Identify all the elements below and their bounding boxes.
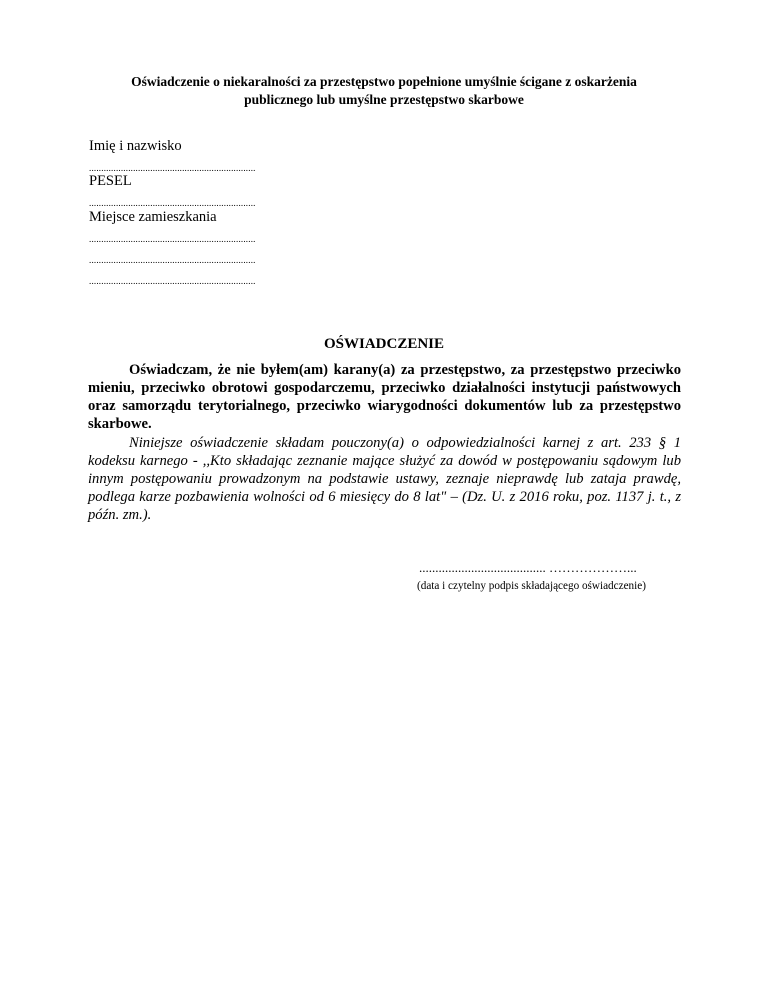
pesel-dotted-line: .................................................................... [89,198,256,208]
document-title-line-2: publicznego lub umyślne przestępstwo skarbowe [244,92,524,107]
document-title-line-1: Oświadczenie o niekaralności za przestępstwo popełnione umyślnie ścigane z oskarżenia [131,74,637,89]
address-dotted-line-2: .................................................................... [89,255,256,265]
statement-paragraph: Oświadczam, że nie byłem(am) karany(a) za przestępstwo, za przestępstwo przeciwko mieniu, przeciwko obrotowi gospodarczemu, przeciwko działalności instytucji państwowych oraz samorządu terytorialnego, przeciwko wiarygodności dokumentów lub za przestępstwo skarbowe. [88,362,681,432]
legal-notice-paragraph: Niniejsze oświadczenie składam pouczony(a) o odpowiedzialności karnej z art. 233 § 1 kodeksu karnego - ,,Kto składając zeznanie mające służyć za dowód w postępowaniu sądowym lub innym postępowaniu prowadzonym na podstawie ustawy, zeznaje nieprawdę lub zataja prawdę, podlega karze pozbawienia wolności od 6 miesięcy do 8 lat" – (Dz. U. z 2016 roku, poz. 1137 j. t., z późn. zm.). [88,435,681,523]
name-dotted-line: .................................................................... [89,163,256,173]
name-label: Imię i nazwisko [89,138,182,154]
document-title [88,73,680,109]
statement-heading: OŚWIADCZENIE [323,336,445,352]
signature-dotted-line: ....................................... ………………... [419,560,637,575]
signature-caption: (data i czytelny podpis składającego oświadczenie) [417,580,646,592]
address-label: Miejsce zamieszkania [89,209,217,225]
pesel-label: PESEL [89,173,132,189]
address-dotted-line-3: .................................................................... [89,276,256,286]
address-dotted-line-1: .................................................................... [89,234,256,244]
